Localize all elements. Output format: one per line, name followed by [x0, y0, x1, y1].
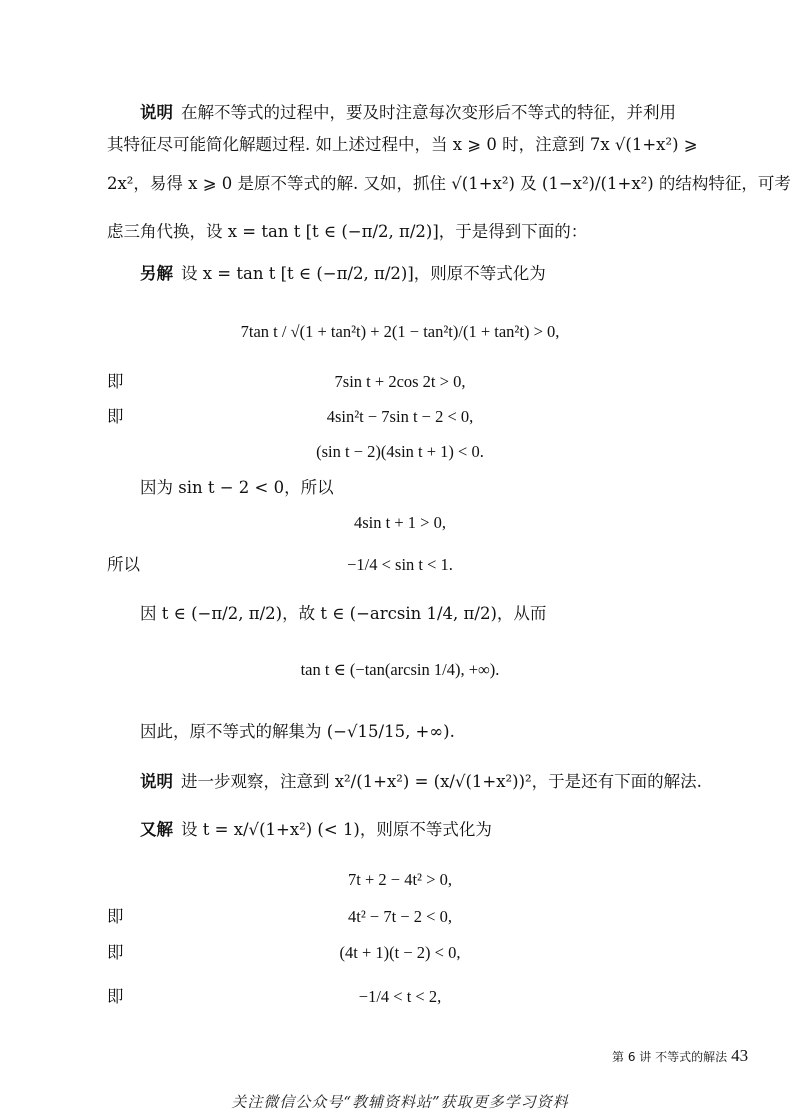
- word-ji-4: 即: [107, 943, 124, 962]
- because-line: 因为 sin t − 2 < 0，所以: [140, 478, 334, 497]
- equation-1: 7tan t / √(1 + tan²t) + 2(1 − tan²t)/(1 + tan²t) > 0,: [240, 322, 560, 341]
- equation-4: (sin t − 2)(4sin t + 1) < 0.: [316, 442, 484, 461]
- equation-5: 4sin t + 1 > 0,: [354, 513, 446, 532]
- chapter-title: 第 6 讲 不等式的解法: [612, 1050, 728, 1064]
- word-ji-3: 即: [107, 907, 124, 926]
- equation-6: −1/4 < sin t < 1.: [347, 555, 453, 574]
- equation-2: 7sin t + 2cos 2t > 0,: [334, 372, 466, 391]
- alt-solution-2-intro: 又解 设 t = x/√(1+x²) (< 1)，则原不等式化为: [140, 820, 492, 839]
- word-ji-1: 即: [107, 372, 124, 391]
- note-1-label: 说明: [140, 103, 173, 122]
- note-1-line-1: 说明 在解不等式的过程中，要及时注意每次变形后不等式的特征，并利用: [140, 103, 676, 122]
- word-ji-5: 即: [107, 987, 124, 1006]
- page-number: 43: [731, 1046, 749, 1065]
- page-footer: [612, 1046, 748, 1066]
- note-2-label: 说明: [140, 772, 173, 791]
- equation-10: (4t + 1)(t − 2) < 0,: [339, 943, 461, 962]
- note-1-line-2: 其特征尽可能简化解题过程. 如上述过程中，当 x ⩾ 0 时，注意到 7x √(1+x²) ⩾: [107, 135, 698, 154]
- alt-solution-1-intro: 另解 设 x = tan t [t ∈ (−π/2, π/2)]，则原不等式化为: [140, 264, 546, 283]
- note-1-line-3: 2x²，易得 x ⩾ 0 是原不等式的解. 又如，抓住 √(1+x²) 及 (1−x²)/(1+x²) 的结构特征，可考: [107, 174, 791, 193]
- watermark-text: 关注微信公众号“教辅资料站”获取更多学习资料: [231, 1093, 569, 1111]
- word-ji-2: 即: [107, 407, 124, 426]
- note-2-line: 说明 进一步观察，注意到 x²/(1+x²) = (x/√(1+x²))²，于是还有下面的解法.: [140, 772, 702, 791]
- equation-8: 7t + 2 − 4t² > 0,: [348, 870, 452, 889]
- word-suoyi: 所以: [107, 555, 140, 574]
- equation-7: tan t ∈ (−tan(arcsin 1/4), +∞).: [300, 660, 500, 679]
- solution-set-line: 因此，原不等式的解集为 (−√15/15, +∞).: [140, 722, 455, 741]
- alt-solution-1-label: 另解: [140, 264, 173, 283]
- since-line: 因 t ∈ (−π/2, π/2)，故 t ∈ (−arcsin 1/4, π/2)，从而: [140, 604, 547, 623]
- equation-11: −1/4 < t < 2,: [358, 987, 442, 1006]
- note-1-line-4: 虑三角代换，设 x = tan t [t ∈ (−π/2, π/2)]，于是得到下面的：: [107, 222, 588, 241]
- equation-3: 4sin²t − 7sin t − 2 < 0,: [326, 407, 474, 426]
- alt-solution-2-label: 又解: [140, 820, 173, 839]
- equation-9: 4t² − 7t − 2 < 0,: [348, 907, 452, 926]
